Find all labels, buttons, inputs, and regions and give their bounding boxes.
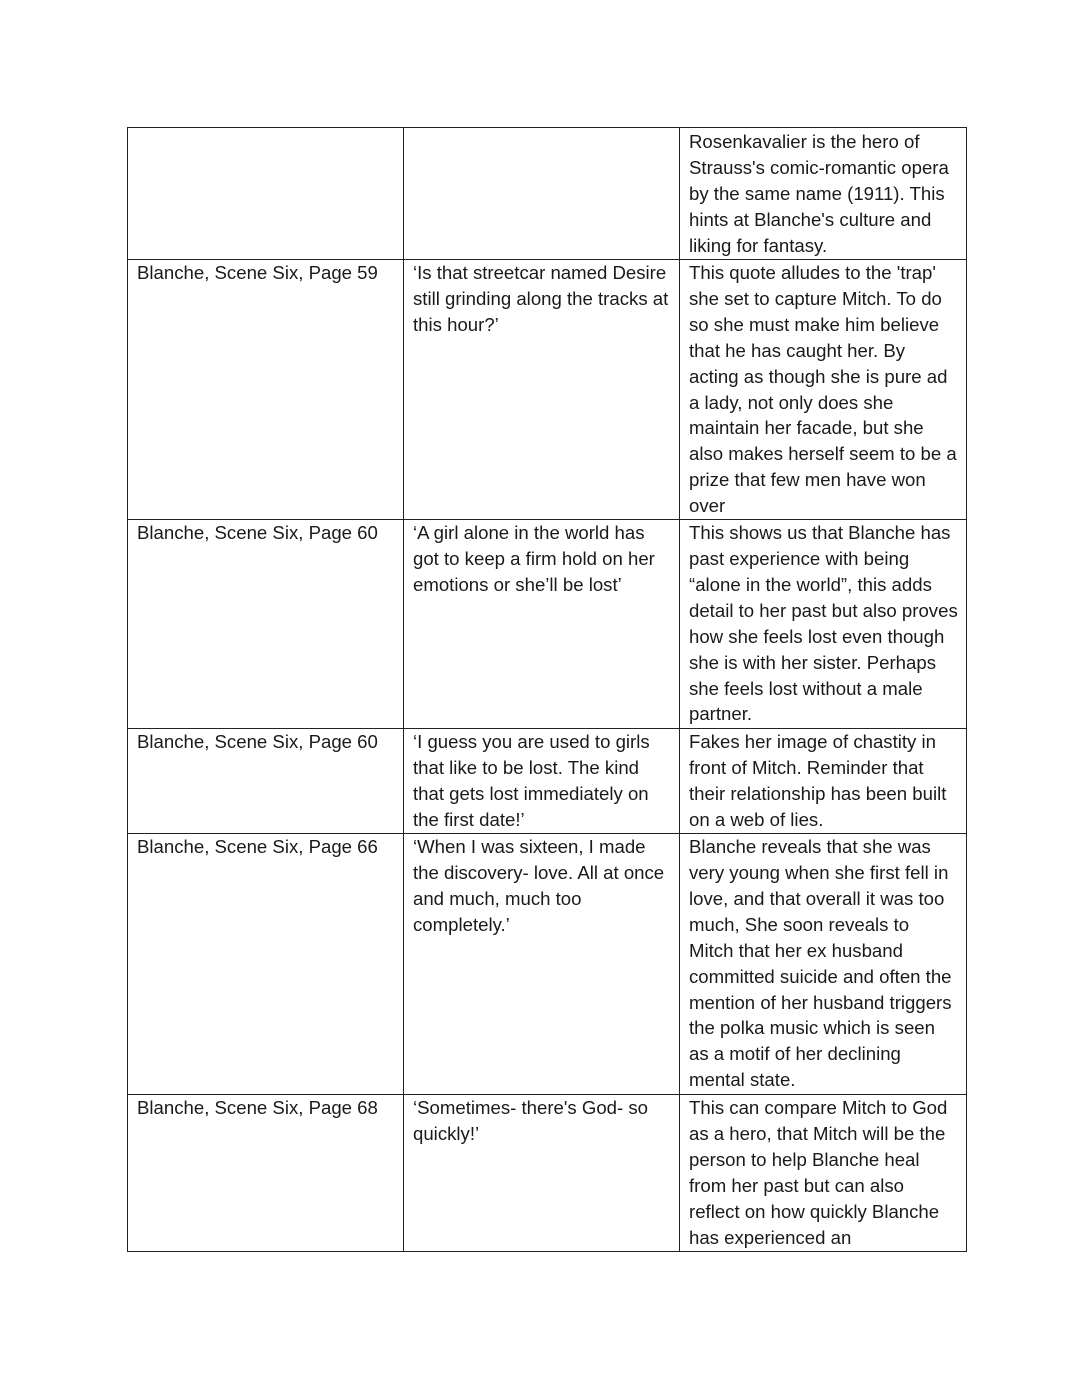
- quote-text: ‘A girl alone in the world has got to keep a firm hold on her emotions or she’ll be lost’: [413, 522, 655, 595]
- quote-cell: [404, 260, 680, 520]
- source-cell: [128, 1095, 404, 1252]
- quote-analysis-table: [127, 127, 967, 1252]
- source-cell: [128, 520, 404, 729]
- analysis-cell: [680, 128, 967, 260]
- table-row: [128, 1095, 967, 1252]
- quote-cell: [404, 729, 680, 834]
- table-row: [128, 834, 967, 1095]
- analysis-text: Rosenkavalier is the hero of Strauss's comic-romantic opera by the same name (1911). This hints at Blanche's culture and liking for fantasy.: [689, 131, 949, 256]
- table-row: [128, 260, 967, 520]
- analysis-cell: [680, 260, 967, 520]
- analysis-text: Fakes her image of chastity in front of Mitch. Reminder that their relationship has been built on a web of lies.: [689, 731, 947, 830]
- analysis-cell: [680, 729, 967, 834]
- analysis-cell: [680, 834, 967, 1095]
- quote-cell: [404, 1095, 680, 1252]
- source-text: Blanche, Scene Six, Page 68: [137, 1097, 378, 1119]
- source-cell: [128, 834, 404, 1095]
- source-cell: [128, 128, 404, 260]
- analysis-text: This quote alludes to the 'trap' she set to capture Mitch. To do so she must make him believe that he has caught her. By acting as though she is pure ad a lady, not only does she maintain her facade, but she also makes herself seem to be a prize that few men have won over: [689, 262, 957, 517]
- quote-cell: [404, 834, 680, 1095]
- source-text: Blanche, Scene Six, Page 60: [137, 522, 378, 544]
- source-cell: [128, 260, 404, 520]
- source-text: Blanche, Scene Six, Page 66: [137, 836, 378, 858]
- quote-text: ‘When I was sixteen, I made the discovery- love. All at once and much, much too completely.’: [413, 836, 665, 935]
- source-cell: [128, 729, 404, 834]
- source-text: Blanche, Scene Six, Page 59: [137, 262, 378, 283]
- analysis-cell: [680, 1095, 967, 1252]
- table-row: [128, 520, 967, 729]
- quote-text: ‘I guess you are used to girls that like to be lost. The kind that gets lost immediately on the first date!’: [413, 731, 650, 830]
- quote-cell: [404, 520, 680, 729]
- analysis-text: This can compare Mitch to God as a hero, that Mitch will be the person to help Blanche heal from her past but can also reflect on how quickly Blanche has experienced an: [689, 1097, 948, 1248]
- source-text: Blanche, Scene Six, Page 60: [137, 731, 378, 753]
- analysis-cell: [680, 520, 967, 729]
- analysis-text: This shows us that Blanche has past experience with being “alone in the world”, this adds detail to her past but also proves how she feels lost even though she is with her sister. Perhaps she feels lost without a male partner.: [689, 522, 958, 725]
- quote-text: ‘Sometimes- there's God- so quickly!’: [413, 1097, 649, 1144]
- quote-cell: [404, 128, 680, 260]
- table-row: [128, 128, 967, 260]
- quote-text: ‘Is that streetcar named Desire still grinding along the tracks at this hour?’: [413, 262, 669, 335]
- analysis-text: Blanche reveals that she was very young when she first fell in love, and that overall it was too much, She soon reveals to Mitch that her ex husband committed suicide and often the mention of her husband triggers the polka music which is seen as a motif of her declining mental state.: [689, 836, 952, 1091]
- table-row: [128, 729, 967, 834]
